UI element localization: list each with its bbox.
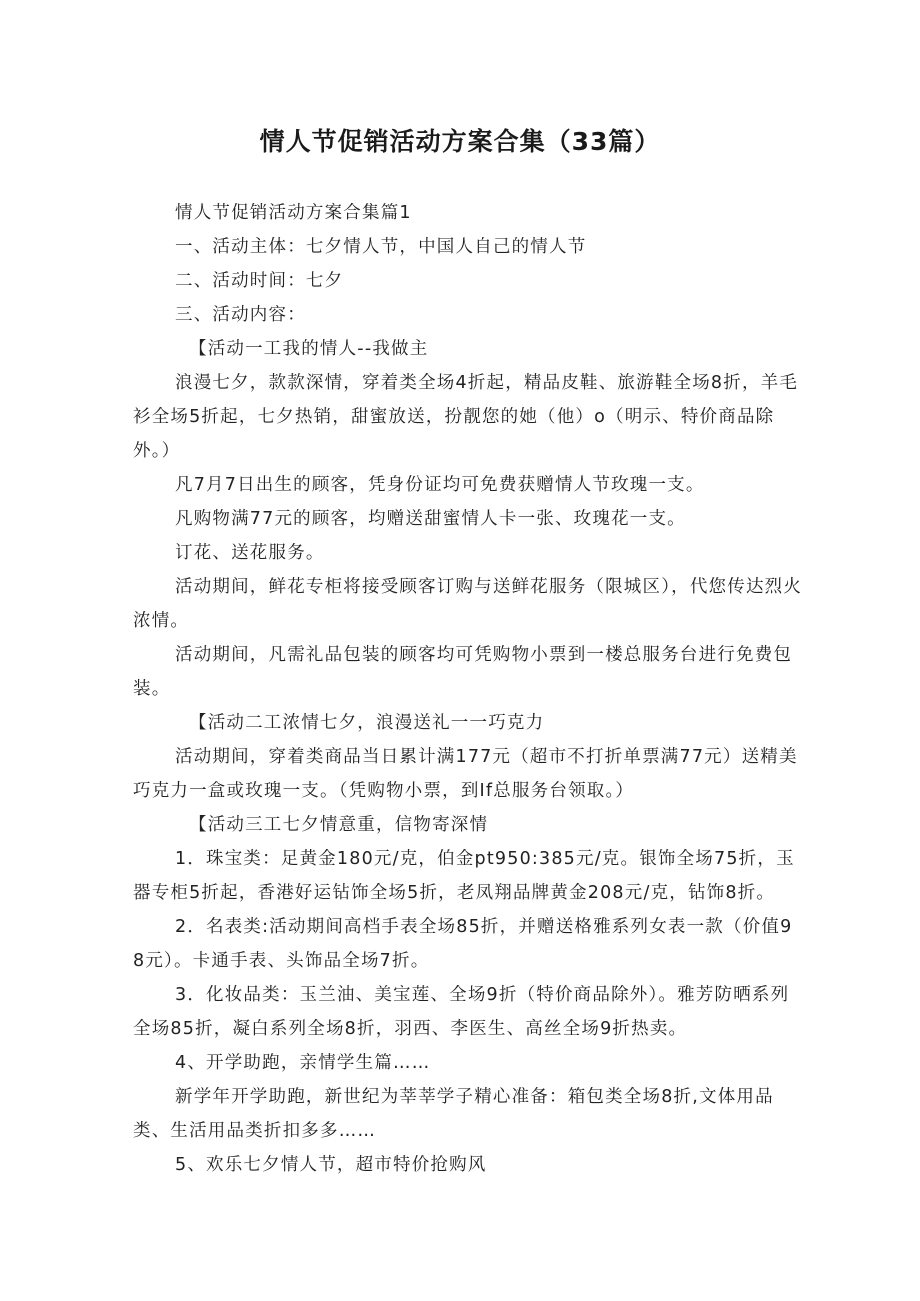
list-item: 1．珠宝类：足黄金180元/克，伯金pt950:385元/克。银饰全场75折，玉器专柜5折起，香港好运钻饰全场5折，老凤翔品牌黄金208元/克，钻饰8折。 [133,849,795,903]
paragraph: 活动期间，凡需礼品包装的顾客均可凭购物小票到一楼总服务台进行免费包装。 [133,645,793,699]
paragraph: 凡7月7日出生的顾客，凭身份证均可免费获赠情人节玫瑰一支。 [175,475,705,495]
section-heading: 情人节促销活动方案合集篇1 [175,203,412,223]
paragraph: 订花、送花服务。 [175,543,325,563]
paragraph: 二、活动时间：七夕 [175,271,344,291]
paragraph: 浪漫七夕，款款深情，穿着类全场4折起，精品皮鞋、旅游鞋全场8折，羊毛衫全场5折起，七夕热销，甜蜜放送，扮靓您的她（他）o（明示、特价商品除外。） [133,373,799,461]
paragraph: 一、活动主体：七夕情人节，中国人自己的情人节 [175,237,587,257]
paragraph: 活动期间，鲜花专柜将接受顾客订购与送鲜花服务（限城区），代您传达烈火浓情。 [133,577,803,631]
activity-heading: 【活动二工浓情七夕，浪漫送礼一一巧克力 [189,713,545,733]
paragraph: 活动期间，穿着类商品当日累计满177元（超市不打折单票满77元）送精美巧克力一盒或玫瑰一支。（凭购物小票，到If总服务台领取。） [133,747,798,801]
paragraph: 凡购物满77元的顾客，均赠送甜蜜情人卡一张、玫瑰花一支。 [175,509,686,529]
list-item: 3．化妆品类：玉兰油、美宝莲、全场9折（特价商品除外）。雅芳防晒系列全场85折，凝白系列全场8折，羽西、李医生、高丝全场9折热卖。 [133,985,790,1039]
document-title: 情人节促销活动方案合集（33篇） [259,127,661,156]
list-item: 5、欢乐七夕情人节，超市特价抢购风 [175,1155,487,1175]
paragraph: 新学年开学助跑，新世纪为莘莘学子精心准备：箱包类全场8折,文体用品类、生活用品类折扣多多…… [133,1087,774,1141]
activity-heading: 【活动三工七夕情意重，信物寄深情 [189,815,489,835]
paragraph: 三、活动内容： [175,305,306,325]
activity-heading: 【活动一工我的情人--我做主 [189,339,429,359]
list-item: 4、开学助跑，亲情学生篇…… [175,1053,431,1073]
list-item: 2．名表类:活动期间高档手表全场85折，并赠送格雅系列女表一款（价值98元）。卡通手表、头饰品全场7折。 [133,917,793,971]
document-body [133,196,803,1182]
